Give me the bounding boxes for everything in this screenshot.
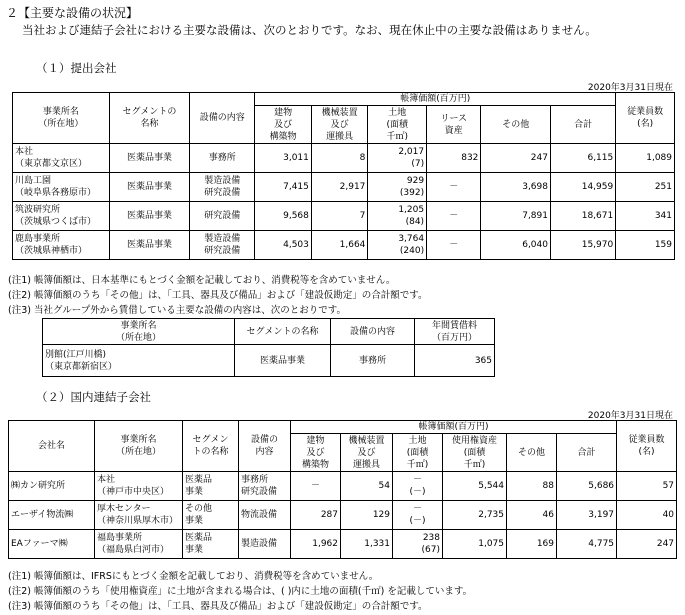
land-value: － <box>412 504 422 514</box>
header-land: 土地 (面積 千㎡) <box>393 434 443 472</box>
table-cell-machinery: 2,917 <box>311 173 368 202</box>
header-office: 事業所名 （所在地） <box>13 93 110 144</box>
table-cell-total: 4,775 <box>557 530 617 559</box>
header-book-value: 帳簿価額(百万円) <box>291 421 617 434</box>
table-cell-office <box>13 173 110 202</box>
table-cell-segment <box>183 472 239 501</box>
table-cell-lease: － <box>427 231 481 260</box>
land-area: (392) <box>399 188 425 198</box>
table-cell-lease: － <box>427 173 481 202</box>
table-cell-land <box>368 144 427 173</box>
office-location: （神奈川県厚木市） <box>97 516 179 526</box>
header-machinery: 機械装置 及び 運搬具 <box>311 106 368 144</box>
table-cell-total: 18,671 <box>550 202 615 231</box>
header-machinery: 機械装置 及び 運搬具 <box>341 434 393 472</box>
header-total: 合計 <box>557 434 617 472</box>
content-line: 製造設備 <box>204 176 241 186</box>
table-cell-other: 46 <box>507 501 557 530</box>
table-cell-machinery: 8 <box>311 144 368 173</box>
land-value: 2,017 <box>398 147 425 157</box>
section-title: ２【主要な設備の状況】 <box>6 6 139 20</box>
table-cell-segment: 医薬品事業 <box>109 173 189 202</box>
table-cell-other: 247 <box>481 144 551 173</box>
table-cell-company: エーザイ物流㈱ <box>9 501 95 530</box>
note-2-3: (注3) 帳簿価額のうち「その他」は、「工具、器具及び備品」および「建設仮勘定」の合計額です。 <box>8 601 428 612</box>
office-location: （福島県白河市） <box>97 545 170 555</box>
note-2-1: (注1) 帳簿価額は、IFRSにもとづく金額を記載しており、消費税等を含めていません。 <box>8 571 379 582</box>
office-name: 本社 <box>97 475 116 485</box>
table-cell-land <box>368 202 427 231</box>
table-row <box>13 202 675 231</box>
office-name: 筑波研究所 <box>15 205 61 215</box>
table-cell-office <box>13 144 110 173</box>
table-cell-other: 3,698 <box>481 173 551 202</box>
table-row <box>13 231 675 260</box>
segment-line: 医薬品 <box>185 533 213 543</box>
office-location: （東京都文京区） <box>15 159 88 169</box>
leased-facilities-table <box>42 318 495 377</box>
table-cell-content <box>190 144 255 173</box>
subsection-title-parent: （１）提出会社 <box>36 61 117 75</box>
segment-line: その他 <box>185 504 213 514</box>
segment-line: 事業 <box>185 516 204 526</box>
table-cell-total: 3,197 <box>557 501 617 530</box>
note-1-3: (注3) 当社グループ外から賃借している主要な設備の内容は、次のとおりです。 <box>8 305 346 316</box>
table-cell-segment: 医薬品事業 <box>109 202 189 231</box>
table-cell-content: 事務所 <box>331 345 415 377</box>
table-cell-segment <box>183 530 239 559</box>
content-line: 製造設備 <box>204 234 241 244</box>
header-office: 事業所名 （所在地） <box>95 421 183 472</box>
table-cell-content <box>190 231 255 260</box>
land-area: (84) <box>405 217 425 227</box>
header-content: 設備の 内容 <box>239 421 291 472</box>
table-cell-buildings: － <box>291 472 341 501</box>
land-value: 3,764 <box>398 234 425 244</box>
office-name: 川島工園 <box>15 176 52 186</box>
header-lease: リース 資産 <box>427 106 481 144</box>
table-cell-machinery: 1,664 <box>311 231 368 260</box>
parent-facilities-table <box>12 92 675 260</box>
header-buildings: 建物 及び 構築物 <box>255 106 312 144</box>
content-line: 製造設備 <box>241 539 278 549</box>
table-cell-land <box>393 501 443 530</box>
table-cell-office <box>13 202 110 231</box>
table-cell-content <box>239 501 291 530</box>
table-cell-land <box>393 472 443 501</box>
segment-line: 事業 <box>185 487 204 497</box>
table-cell-company: EAファーマ㈱ <box>9 530 95 559</box>
header-content: 設備の内容 <box>190 93 255 144</box>
table-cell-machinery: 54 <box>341 472 393 501</box>
table-row <box>13 144 675 173</box>
table-cell-lease: 832 <box>427 144 481 173</box>
as-of-date-1: 2020年3月31日現在 <box>587 83 673 93</box>
intro-text: 当社および連結子会社における主要な設備は、次のとおりです。なお、現在休止中の主要な設備はありません。 <box>22 23 597 37</box>
office-name: 鹿島事業所 <box>15 234 61 244</box>
table-cell-office <box>95 501 183 530</box>
content-line: 研究設備 <box>204 188 241 198</box>
note-2-2: (注2) 帳簿価額のうち「使用権資産」に土地が含まれる場合は、( )内に土地の面積(千㎡) を記載しています。 <box>8 586 473 597</box>
header-segment: セグメン トの名称 <box>183 421 239 472</box>
header-buildings: 建物 及び 構築物 <box>291 434 341 472</box>
table-cell-total: 6,115 <box>550 144 615 173</box>
table-cell-other: 6,040 <box>481 231 551 260</box>
table-cell-land <box>368 231 427 260</box>
office-location: （岐阜県各務原市） <box>15 188 97 198</box>
table-cell-employees: 159 <box>616 231 675 260</box>
segment-line: 事業 <box>185 545 204 555</box>
as-of-date-2: 2020年3月31日現在 <box>587 411 673 421</box>
table-cell-employees: 341 <box>616 202 675 231</box>
office-location: （茨城県つくば市） <box>15 217 97 227</box>
content-line: 研究設備 <box>204 246 241 256</box>
content-line: 事務所 <box>241 475 269 485</box>
table-cell-machinery: 129 <box>341 501 393 530</box>
table-cell-other: 7,891 <box>481 202 551 231</box>
header-employees: 従業員数 (名) <box>616 93 675 144</box>
table-cell-employees: 247 <box>617 530 677 559</box>
table-cell-segment: 医薬品事業 <box>235 345 331 377</box>
table-cell-right-of-use: 5,544 <box>443 472 507 501</box>
header-right-of-use: 使用権資産 (面積 千㎡) <box>443 434 507 472</box>
table-cell-right-of-use: 2,735 <box>443 501 507 530</box>
land-value: 929 <box>406 176 425 186</box>
table-cell-buildings: 3,011 <box>255 144 312 173</box>
header-employees: 従業員数 (名) <box>617 421 677 472</box>
header-other: その他 <box>507 434 557 472</box>
office-location: （神戸市中央区） <box>97 487 170 497</box>
header-annual-rent: 年間賃借料 （百万円） <box>415 319 495 345</box>
header-book-value: 帳簿価額(百万円) <box>255 93 616 106</box>
header-land: 土地 (面積 千㎡) <box>368 106 427 144</box>
header-company: 会社名 <box>9 421 95 472</box>
table-cell-employees: 57 <box>617 472 677 501</box>
land-area: (240) <box>399 246 425 256</box>
table-cell-buildings: 4,503 <box>255 231 312 260</box>
table-cell-content <box>190 173 255 202</box>
table-cell-segment: 医薬品事業 <box>109 231 189 260</box>
table-cell-lease: － <box>427 202 481 231</box>
table-cell-content <box>190 202 255 231</box>
table-cell-other: 88 <box>507 472 557 501</box>
land-value: 1,205 <box>398 205 425 215</box>
table-cell-right-of-use: 1,075 <box>443 530 507 559</box>
table-cell-total: 14,959 <box>550 173 615 202</box>
table-cell-company: ㈱カン研究所 <box>9 472 95 501</box>
land-area: (－) <box>409 487 426 497</box>
header-other: その他 <box>481 106 551 144</box>
land-value: － <box>412 475 422 485</box>
content-line: 物流設備 <box>241 510 278 520</box>
header-total: 合計 <box>550 106 615 144</box>
header-segment: セグメントの名称 <box>235 319 331 345</box>
content-line: 事務所 <box>208 153 236 163</box>
table-row <box>9 530 677 559</box>
table-cell-content <box>239 472 291 501</box>
table-row <box>9 501 677 530</box>
table-cell-other: 169 <box>507 530 557 559</box>
table-cell-rent: 365 <box>415 345 495 377</box>
note-1-2: (注2) 帳簿価額のうち「その他」は、「工具、器具及び備品」および「建設仮勘定」の合計額です。 <box>8 290 428 301</box>
table-cell-land <box>393 530 443 559</box>
table-cell-buildings: 9,568 <box>255 202 312 231</box>
table-cell-content <box>239 530 291 559</box>
table-cell-employees: 251 <box>616 173 675 202</box>
content-line: 研究設備 <box>241 487 278 497</box>
note-1-1: (注1) 帳簿価額は、日本基準にもとづく金額を記載しており、消費税等を含めていません。 <box>8 275 396 286</box>
table-cell-machinery: 1,331 <box>341 530 393 559</box>
segment-line: 医薬品 <box>185 475 213 485</box>
header-office: 事業所名 （所在地） <box>43 319 235 345</box>
table-cell-office: 別館(江戸川橋) （東京都新宿区） <box>43 345 235 377</box>
content-line: 研究設備 <box>204 211 241 221</box>
table-row <box>9 472 677 501</box>
table-cell-employees: 1,089 <box>616 144 675 173</box>
land-value: 238 <box>422 533 440 543</box>
header-content: 設備の内容 <box>331 319 415 345</box>
office-name: 厚木センター <box>97 504 151 514</box>
table-cell-buildings: 7,415 <box>255 173 312 202</box>
office-location: （茨城県神栖市） <box>15 246 88 256</box>
office-name: 福島事業所 <box>97 533 143 543</box>
table-row <box>13 173 675 202</box>
header-segment: セグメントの 名称 <box>109 93 189 144</box>
land-area: (－) <box>409 516 426 526</box>
table-cell-office <box>13 231 110 260</box>
table-cell-office <box>95 530 183 559</box>
table-cell-segment <box>183 501 239 530</box>
table-cell-land <box>368 173 427 202</box>
subsection-title-subsidiaries: （２）国内連結子会社 <box>36 390 151 404</box>
table-cell-office <box>95 472 183 501</box>
land-area: (67) <box>421 545 440 555</box>
table-cell-machinery: 7 <box>311 202 368 231</box>
table-cell-buildings: 287 <box>291 501 341 530</box>
table-cell-buildings: 1,962 <box>291 530 341 559</box>
table-cell-employees: 40 <box>617 501 677 530</box>
table-cell-segment: 医薬品事業 <box>109 144 189 173</box>
office-name: 本社 <box>15 147 34 157</box>
table-cell-total: 5,686 <box>557 472 617 501</box>
subsidiary-facilities-table <box>8 420 677 559</box>
land-area: (7) <box>411 159 425 169</box>
table-cell-total: 15,970 <box>550 231 615 260</box>
